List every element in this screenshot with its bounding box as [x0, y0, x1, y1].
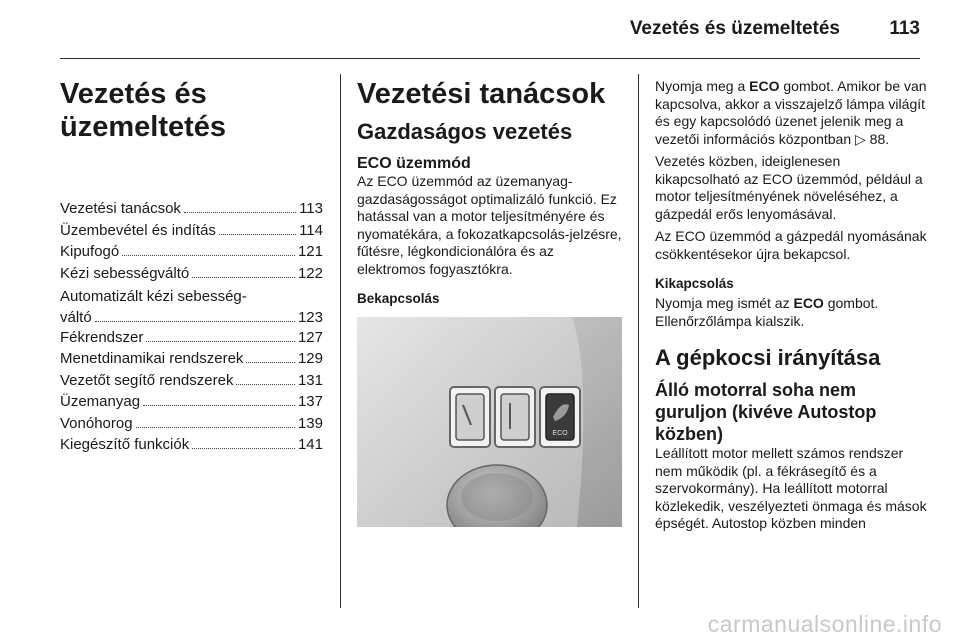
page-number: 113 [889, 18, 920, 39]
toc-entry[interactable] [60, 372, 323, 394]
toc-label: váltó [60, 309, 92, 326]
subheading-kikapcsolas: Kikapcsolás [655, 276, 734, 291]
toc-entry[interactable] [60, 329, 323, 351]
toc-page: 141 [297, 436, 323, 453]
toc-leader [95, 321, 295, 322]
toc-label: Üzembevétel és indítás [60, 221, 216, 239]
toc-leader [136, 427, 295, 428]
section-heading: Vezetési tanácsok [357, 78, 606, 110]
toc-page: 113 [299, 200, 323, 217]
toc-entry[interactable] [60, 393, 323, 415]
eco-switch-label: ECO [552, 430, 568, 437]
toc-entry[interactable] [60, 222, 323, 244]
toc-entry[interactable] [60, 436, 323, 458]
toc-page: 122 [297, 264, 323, 282]
text-run: gombot. Amikor be van kapcsolva, akkor a visszajelző lámpa világít és egy kapcsolódó üzenet jelenik meg a vezetői információs központban [655, 78, 927, 147]
subheading-bekapcsolas: Bekapcsolás [357, 291, 440, 306]
watermark: carmanualsonline.info [707, 611, 942, 637]
body-paragraph [655, 78, 927, 148]
chapter-title-line: Vezetés és [60, 78, 207, 110]
toc-leader [246, 362, 295, 363]
header-rule [60, 58, 920, 59]
text-run: Nyomja meg a [655, 78, 750, 94]
toc-page: 129 [297, 350, 323, 367]
body-paragraph: Az ECO üzemmód a gázpedál nyomásának csökkentésekor újra bekapcsol. [655, 228, 927, 262]
topic-heading: ECO üzemmód [357, 155, 471, 172]
toc-entry[interactable] [60, 350, 323, 372]
toc-leader [184, 212, 296, 213]
toc-leader [122, 255, 295, 256]
chapter-column [60, 78, 323, 458]
toc-page: 114 [299, 221, 323, 239]
toc-label: Vezetési tanácsok [60, 200, 181, 217]
toc-entry[interactable] [60, 415, 323, 437]
eco-button-name: ECO [749, 78, 780, 94]
chapter-title-line: üzemeltetés [60, 111, 227, 143]
toc-page: 121 [297, 243, 323, 260]
chapter-title [60, 78, 323, 144]
toc-label: Fékrendszer [60, 328, 144, 346]
toc-entry[interactable] [60, 200, 323, 222]
page-reference-icon: ▷ [855, 130, 866, 147]
body-paragraph: Vezetés közben, ideiglenesen kikapcsolható az ECO üzemmód, például a motor teljesítményének növeléséhez, a gázpedál erős lenyomásával. [655, 153, 923, 222]
running-header-title: Vezetés és üzemeltetés [629, 18, 840, 39]
toc-leader [219, 234, 296, 235]
gear-knob-top [461, 473, 533, 521]
body-paragraph: Az ECO üzemmód az üzemanyag-gazdaságosságot optimalizáló funkció. Ez hatással van a motor teljesítményére és nyomatékára, a fokozatkapcsolás-jelzésre, fűtésre, légkondicionálóra és az elektromos fogyasztókra. [357, 173, 622, 277]
body-paragraph [655, 295, 927, 330]
page-reference: 88. [865, 130, 890, 147]
toc-entry[interactable] [60, 243, 323, 265]
toc-label: Menetdinamikai rendszerek [60, 350, 244, 367]
toc-label: Kipufogó [60, 243, 120, 260]
text-run: Nyomja meg ismét az [655, 295, 794, 311]
subsection-heading: A gépkocsi irányítása [655, 345, 881, 370]
eco-button-figure [357, 317, 622, 527]
toc-leader [236, 384, 295, 385]
toc-label: Üzemanyag [60, 393, 141, 410]
toc-entry[interactable] [60, 265, 323, 287]
toc-leader [192, 277, 295, 278]
toc-leader [146, 341, 295, 342]
column-divider-1 [340, 74, 341, 608]
switch-1 [456, 394, 484, 440]
toc-page: 137 [297, 393, 323, 410]
switch-2 [501, 394, 529, 440]
toc-page: 139 [297, 414, 323, 432]
topic-heading: Álló motorral soha nem guruljon (kivéve Autostop közben) [655, 380, 877, 444]
body-paragraph: Leállított motor mellett számos rendszer nem működik (pl. a fékrásegítő és a szervokormány). Ha leállított motorral közlekedik, veszélyezteti önmaga és mások épségét. Autostop közben minden [655, 445, 927, 531]
eco-button-name: ECO [793, 295, 824, 311]
toc-entry[interactable] [60, 286, 323, 328]
toc-page: 123 [297, 309, 323, 326]
column-divider-2 [638, 74, 639, 608]
text-run: gombot. Ellenőrzőlámpa kialszik. [655, 295, 879, 329]
table-of-contents [60, 200, 323, 458]
toc-label: Kézi sebességváltó [60, 264, 190, 282]
toc-label: Vonóhorog [60, 414, 133, 432]
toc-page: 131 [297, 371, 323, 389]
toc-leader [143, 405, 295, 406]
toc-leader [192, 448, 295, 449]
toc-label: Kiegészítő funkciók [60, 436, 190, 453]
toc-page: 127 [297, 328, 323, 346]
content-column-3 [655, 78, 927, 533]
toc-label: Vezetőt segítő rendszerek [60, 371, 234, 389]
toc-label: Automatizált kézi sebesség- [60, 288, 247, 305]
content-column-2 [357, 78, 622, 527]
subsection-heading: Gazdaságos vezetés [357, 119, 573, 144]
